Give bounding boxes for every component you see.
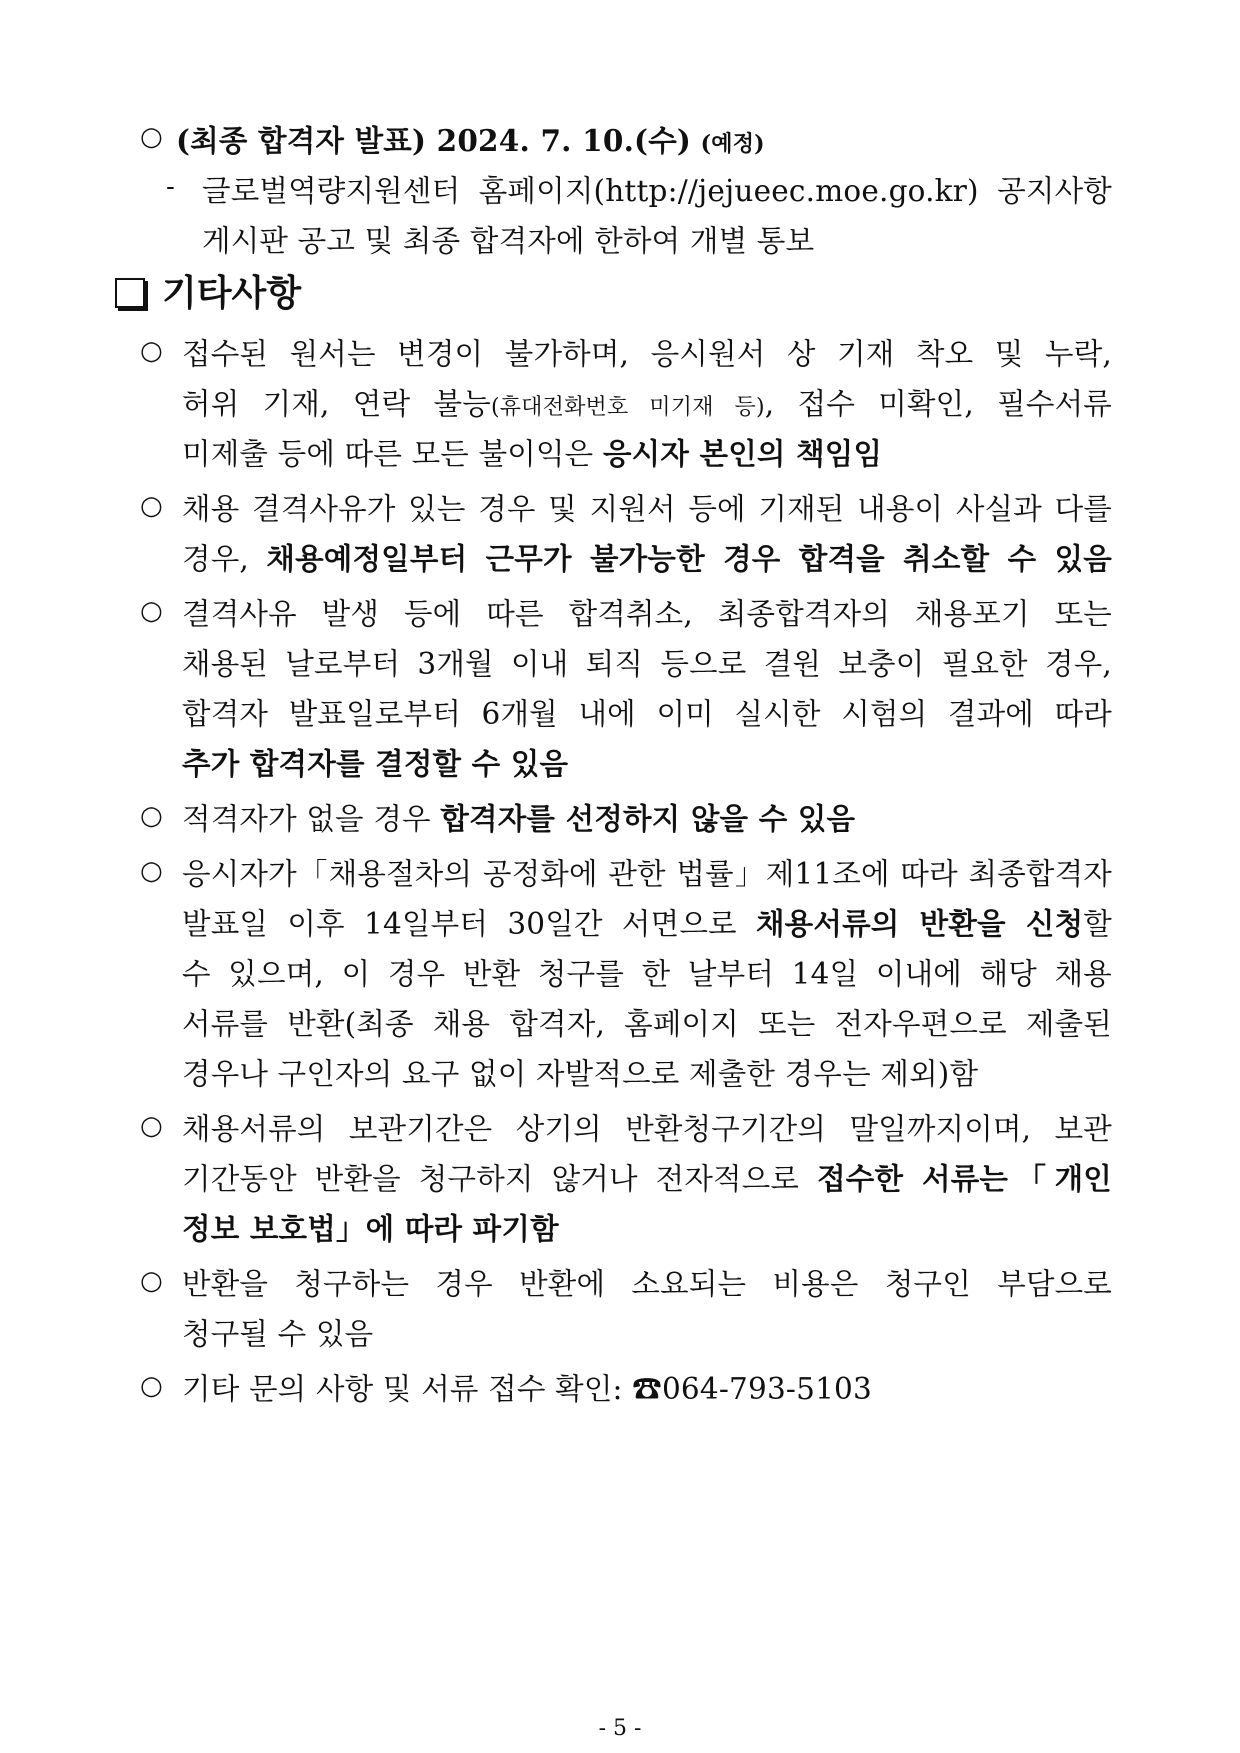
- dash: -: [166, 172, 175, 202]
- section-title: 기타사항: [162, 273, 302, 314]
- bullet: ○: [140, 856, 163, 886]
- page-number: - 5 -: [598, 1716, 642, 1741]
- bullet: ○: [140, 801, 163, 831]
- item1-line2-note: (휴대전화번호 미기재 등): [490, 395, 765, 420]
- bullet: ○: [140, 596, 163, 626]
- item3-line2: 채용된 날로부터 3개월 이내 퇴직 등으로 결원 보충이 필요한 경우,: [182, 647, 1112, 681]
- item5-line2-text: 발표일 이후 14일부터 30일간 서면으로: [182, 907, 756, 941]
- item1-line2-text: 허위 기재, 연락 불능: [182, 387, 491, 421]
- item5-line3: 수 있으며, 이 경우 반환 청구를 한 날부터 14일 이내에 해당 채용: [182, 957, 1112, 991]
- item4-line1-text: 적격자가 없을 경우: [182, 802, 441, 836]
- bullet: ○: [140, 1111, 163, 1141]
- item7-line1: 반환을 청구하는 경우 반환에 소요되는 비용은 청구인 부담으로: [182, 1267, 1112, 1301]
- item6-line3: 정보 보호법」에 따라 파기함: [182, 1211, 559, 1246]
- item3-line4: 추가 합격자를 결정할 수 있음: [182, 746, 569, 781]
- bullet: ○: [140, 1266, 163, 1296]
- bullet: ○: [140, 122, 163, 152]
- announcement-detail-line1: 글로벌역량지원센터 홈페이지(http://jejueec.moe.go.kr) 공지사항: [202, 174, 1112, 208]
- item1-line1: 접수된 원서는 변경이 불가하며, 응시원서 상 기재 착오 및 누락,: [182, 337, 1112, 371]
- item8-line1-text: 기타 문의 사항 및 서류 접수 확인:: [182, 1372, 633, 1406]
- announcement-title: [176, 118, 765, 160]
- item2-line2-text: 경우,: [182, 542, 267, 576]
- item4-line1: [182, 796, 855, 838]
- item6-line2: [182, 1156, 1112, 1198]
- checkbox-icon: [115, 278, 145, 308]
- item5-line2-bold: 채용서류의 반환을 신청: [755, 906, 1084, 941]
- item8-line1: [182, 1366, 872, 1408]
- bullet: ○: [140, 491, 163, 521]
- item5-line5: 경우나 구인자의 요구 없이 자발적으로 제출한 경우는 제외)함: [182, 1057, 979, 1091]
- item5-line1: 응시자가「채용절차의 공정화에 관한 법률」제11조에 따라 최종합격자: [182, 857, 1112, 891]
- item6-line1: 채용서류의 보관기간은 상기의 반환청구기간의 말일까지이며, 보관: [182, 1112, 1112, 1146]
- item6-line2-bold: 접수한 서류는「개인: [817, 1161, 1112, 1196]
- bullet: ○: [140, 336, 163, 366]
- item2-line2-bold: 채용예정일부터 근무가 불가능한 경우 합격을 취소할 수 있음: [266, 541, 1112, 576]
- item3-line3: 합격자 발표일로부터 6개월 내에 이미 실시한 시험의 결과에 따라: [182, 697, 1112, 731]
- item5-line2: [182, 901, 1112, 943]
- announcement-title-suffix: (예정): [700, 131, 765, 157]
- item1-line2: [182, 381, 1112, 423]
- item1-line3: [182, 431, 882, 473]
- item6-line2-text: 기간동안 반환을 청구하지 않거나 전자적으로: [182, 1162, 818, 1196]
- phone-icon: ☎: [632, 1372, 662, 1406]
- item2-line2: [182, 536, 1112, 578]
- phone-number: 064-793-5103: [661, 1372, 872, 1406]
- item1-line2-rest: , 접수 미확인, 필수서류: [764, 387, 1112, 421]
- bullet: ○: [140, 1371, 163, 1401]
- item1-line3-text: 미제출 등에 따른 모든 불이익은: [182, 437, 603, 471]
- item4-line1-bold: 합격자를 선정하지 않을 수 있음: [440, 801, 856, 836]
- item5-line4: 서류를 반환(최종 채용 합격자, 홈페이지 또는 전자우편으로 제출된: [182, 1007, 1112, 1041]
- item2-line1: 채용 결격사유가 있는 경우 및 지원서 등에 기재된 내용이 사실과 다를: [182, 492, 1112, 526]
- announcement-title-bold: (최종 합격자 발표) 2024. 7. 10.(수): [176, 123, 692, 158]
- announcement-detail-line2: 게시판 공고 및 최종 합격자에 한하여 개별 통보: [202, 224, 815, 258]
- item5-line2-rest: 할: [1083, 907, 1112, 941]
- item3-line1: 결격사유 발생 등에 따른 합격취소, 최종합격자의 채용포기 또는: [182, 597, 1112, 631]
- item7-line2: 청구될 수 있음: [182, 1317, 374, 1351]
- item1-line3-bold: 응시자 본인의 책임임: [602, 436, 883, 471]
